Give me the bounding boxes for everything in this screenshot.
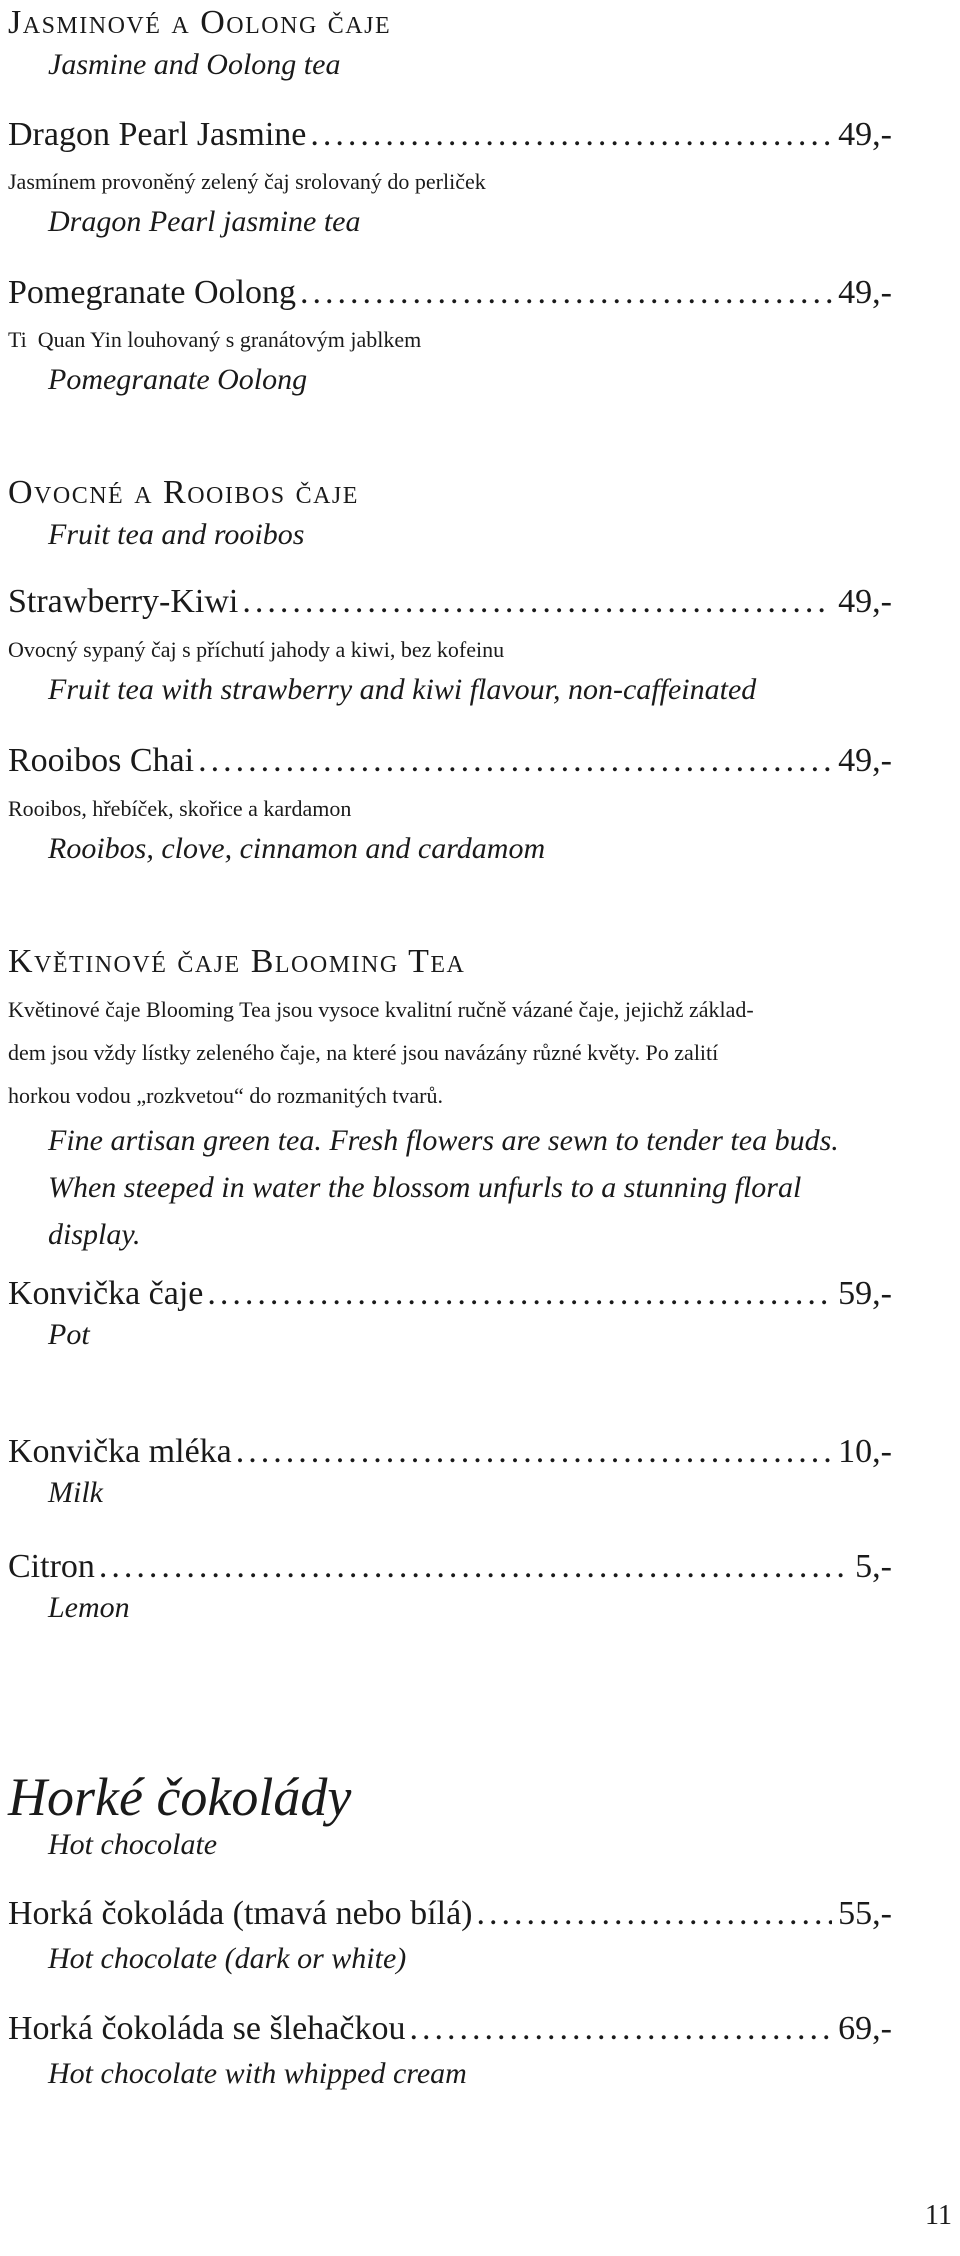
item-desc-cz: Ti Quan Yin louhovaný s granátovým jablkem [8,327,422,352]
item-desc-cz: Jasmínem provoněný zelený čaj srolovaný do perliček [8,169,486,194]
menu-item-lemon [8,1548,892,1586]
section-subtitle-jasmine-oolong: Jasmine and Oolong tea [48,48,341,81]
dot-leader [310,116,832,154]
dot-leader [476,1895,832,1933]
page-number: 11 [925,2200,952,2231]
item-name: Horká čokoláda se šlehačkou [8,2010,406,2047]
item-price: 49,- [838,274,892,311]
item-desc-en: Fruit tea with strawberry and kiwi flavour, non-caffeinated [48,673,757,706]
menu-item-strawberry-kiwi [8,583,892,621]
blooming-line-3: horkou vodou „rozkvetou“ do rozmanitých tvarů. [8,1083,443,1108]
item-desc-en: Pot [48,1318,90,1351]
menu-item-hot-chocolate-whipped [8,2010,892,2048]
item-desc-cz: Ovocný sypaný čaj s příchutí jahody a kiwi, bez kofeinu [8,637,505,662]
dot-leader [242,583,832,621]
section-title-hot-chocolate: Horké čokolády [8,1767,352,1827]
dot-leader [236,1433,832,1471]
item-name: Dragon Pearl Jasmine [8,116,307,153]
item-desc-en: Pomegranate Oolong [48,363,308,396]
section-title-blooming: Květinové čaje Blooming Tea [8,943,466,980]
item-name: Rooibos Chai [8,742,195,779]
item-name: Konvička čaje [8,1275,204,1312]
menu-item-rooibos-chai [8,742,892,780]
dot-leader [207,1275,832,1313]
dot-leader [300,274,832,312]
item-name: Konvička mléka [8,1433,232,1470]
item-price: 69,- [838,2010,892,2047]
item-desc-en: Milk [48,1476,103,1509]
dot-leader [198,742,832,780]
item-price: 59,- [838,1275,892,1312]
item-name: Pomegranate Oolong [8,274,296,311]
menu-item-dragon-pearl [8,116,892,154]
item-price: 10,- [838,1433,892,1470]
item-price: 49,- [838,583,892,620]
item-price: 5,- [855,1548,892,1585]
section-title-fruit-rooibos: Ovocné a Rooibos čaje [8,474,359,511]
menu-item-milk [8,1433,892,1471]
section-subtitle-hot-chocolate: Hot chocolate [48,1828,218,1861]
item-price: 55,- [838,1895,892,1932]
item-desc-en: Dragon Pearl jasmine tea [48,205,361,238]
item-price: 49,- [838,116,892,153]
blooming-en-line-1: Fine artisan green tea. Fresh flowers are sewn to tender tea buds. [48,1124,839,1157]
item-name: Horká čokoláda (tmavá nebo bílá) [8,1895,473,1932]
blooming-line-1: Květinové čaje Blooming Tea jsou vysoce kvalitní ručně vázané čaje, jejichž základ- [8,997,754,1022]
item-desc-cz: Rooibos, hřebíček, skořice a kardamon [8,796,352,821]
blooming-description-en [48,1117,932,1258]
dot-leader [99,1548,849,1586]
menu-item-hot-chocolate [8,1895,892,1933]
section-title-jasmine-oolong: Jasminové a Oolong čaje [8,4,392,41]
item-name: Citron [8,1548,95,1585]
item-price: 49,- [838,742,892,779]
blooming-en-line-2: When steeped in water the blossom unfurls to a stunning floral [48,1171,802,1204]
blooming-description-cz [8,988,892,1117]
section-subtitle-fruit-rooibos: Fruit tea and rooibos [48,518,305,551]
menu-item-tea-pot [8,1275,892,1313]
item-name: Strawberry-Kiwi [8,583,239,620]
dot-leader [409,2010,832,2048]
item-desc-en: Hot chocolate (dark or white) [48,1942,407,1975]
item-desc-en: Hot chocolate with whipped cream [48,2057,467,2090]
item-desc-en: Rooibos, clove, cinnamon and cardamom [48,832,546,865]
blooming-en-line-3: display. [48,1218,141,1251]
item-desc-en: Lemon [48,1591,130,1624]
blooming-line-2: dem jsou vždy lístky zeleného čaje, na které jsou navázány různé květy. Po zalití [8,1040,719,1065]
menu-item-pomegranate-oolong [8,274,892,312]
